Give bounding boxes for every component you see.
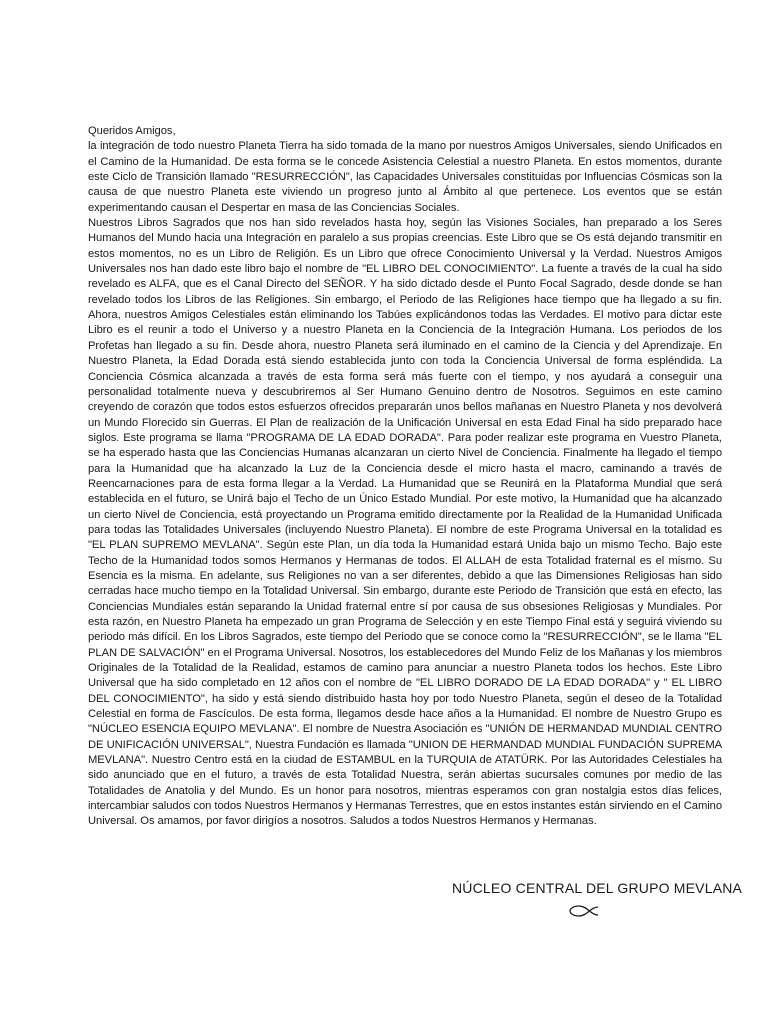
signature: NÚCLEO CENTRAL DEL GRUPO MEVLANA bbox=[452, 880, 743, 896]
alpha-symbol-icon bbox=[567, 904, 601, 918]
letter-body bbox=[88, 124, 722, 830]
greeting: Queridos Amigos, bbox=[88, 125, 176, 137]
paragraph-1: la integración de todo nuestro Planeta Tierra ha sido tomada de la mano por nuestros Amigos Universales, siendo Unificados en el Camino de la Humanidad. De esta forma se le concede Asistencia Celestial a nuestro Planeta. En estos momentos, durante este Ciclo de Transición llamado "RESURRECCIÓN", las Capacidades Universales constituidas por Influencias Cósmicas son la causa de que nuestro Planeta este viviendo un progreso junto al Ámbito al que pertenece. Los eventos que se están experimentando causan el Despertar en masa de las Conciencias Sociales. bbox=[88, 140, 722, 214]
paragraph-2: Nuestros Libros Sagrados que nos han sido revelados hasta hoy, según las Visiones Sociales, han preparado a los Seres Humanos del Mundo hacia una Integración en paralelo a sus propias creencias. Este Libro que se Os está dejando transmitir en estos momentos, no es un Libro de Religión. Es un Libro que ofrece Conocimiento Universal y la Verdad. Nuestros Amigos Universales nos han dado este libro bajo el nombre de "EL LIBRO DEL CONOCIMIENTO". La fuente a través de la cual ha sido revelado es ALFA, que es el Canal Directo del SEÑOR. Y ha sido dictado desde el Punto Focal Sagrado, desde donde se han revelado todos los Libros de las Religiones. Sin embargo, el Periodo de las Religiones hace tiempo que ha llegado a su fin. Ahora, nuestros Amigos Celestiales están eliminando los Tabúes explicándonos todas las Verdades. El motivo para dictar este Libro es el reunir a todo el Universo y a nuestro Planeta en la Conciencia de la Integración Humana. Los periodos de los Profetas han llegado a su fin. Desde ahora, nuestro Planeta será iluminado en el camino de la Ciencia y del Aprendizaje. En Nuestro Planeta, la Edad Dorada está siendo establecida junto con toda la Conciencia Universal de forma espléndida. La Conciencia Cósmica alcanzada a través de esta forma será más fuerte con el tiempo, y nos ayudará a conseguir una personalidad totalmente nueva y descubriremos al Ser Humano Genuino dentro de Nosotros. Seguimos en este camino creyendo de corazón que todos estos esfuerzos ofrecidos prepararán unos bellos mañanas en Nuestro Planeta y nos devolverá un Mundo Florecido sin Guerras. El Plan de realización de la Unificación Universal en esta Edad Final ha sido preparado hace siglos. Este programa se llama "PROGRAMA DE LA EDAD DORADA". Para poder realizar este programa en Vuestro Planeta, se ha esperado hasta que las Conciencias Humanas alcanzaran un cierto Nivel de Conciencia. Finalmente ha llegado el tiempo para la Humanidad que ha alcanzado la Luz de la Conciencia desde el micro hasta el macro, caminando a través de Reencarnaciones para de esta forma llegar a la Verdad. La Humanidad que se Reunirá en la Plataforma Mundial que será establecida en el futuro, se Unirá bajo el Techo de un Único Estado Mundial. Por este motivo, la Humanidad que ha alcanzado un cierto Nivel de Conciencia, está proyectando un Programa emitido directamente por la Realidad de la Humanidad Unificada para todas las Totalidades Universales (incluyendo Nuestro Planeta). El nombre de este Programa Universal en la totalidad es "EL PLAN SUPREMO MEVLANA". Según este Plan, un día toda la Humanidad estará Unida bajo un mismo Techo. Bajo este Techo de la Humanidad todos somos Hermanos y Hermanas de todos. El ALLAH de esta Totalidad fraternal es el mismo. Su Esencia es la misma. En adelante, sus Religiones no van a ser diferentes, debido a que las Dimensiones Religiosas han sido cerradas hace mucho tiempo en la Totalidad Universal. Sin embargo, durante este Periodo de Transición que está en efecto, las Conciencias Mundiales están separando la Unidad fraternal entre sí por causa de sus obsesiones Religiosas y Mundiales. Por esta razón, en Nuestro Planeta ha empezado un gran Programa de Selección y en este Tiempo Final está y seguirá viviendo su periodo más difícil. En los Libros Sagrados, este tiempo del Periodo que se conoce como la "RESURRECCIÓN", se le llama "EL PLAN DE SALVACIÓN" en el Programa Universal. Nosotros, los establecedores del Mundo Feliz de los Mañanas y los miembros Originales de la Totalidad de la Realidad, estamos de camino para anunciar a nuestro Planeta todos los hechos. Este Libro Universal que ha sido completado en 12 años con el nombre de "EL LIBRO DORADO DE LA EDAD DORADA" y " EL LIBRO DEL CONOCIMIENTO", ha sido y está siendo distribuido hasta hoy por todo Nuestro Planeta, según el deseo de la Totalidad Celestial en forma de Fascículos. De esta forma, llegamos desde hace años a la Humanidad. El nombre de Nuestro Grupo es "NÚCLEO ESENCIA EQUIPO MEVLANA". El nombre de Nuestra Asociación es "UNIÓN DE HERMANDAD MUNDIAL CENTRO DE UNIFICACIÓN UNIVERSAL", Nuestra Fundación es llamada "UNION DE HERMANDAD MUNDIAL FUNDACIÓN SUPREMA MEVLANA". Nuestro Centro está en la ciudad de ESTAMBUL en la TURQUIA de ATATÜRK. Por las Autoridades Celestiales ha sido anunciado que en el futuro, a través de esta Totalidad Nuestra, serán abiertas sucursales comunes por medio de las Totalidades de Anatolia y del Mundo. Es un honor para nosotros, mientras esperamos con gran nostalgia estos días felices, intercambiar saludos con todos Nuestros Hermanos y Hermanas Terrestres, que en estos instantes están sirviendo en el Camino Universal. Os amamos, por favor dirigíos a nosotros. Saludos a todos Nuestros Hermanos y Hermanas. bbox=[88, 217, 722, 828]
